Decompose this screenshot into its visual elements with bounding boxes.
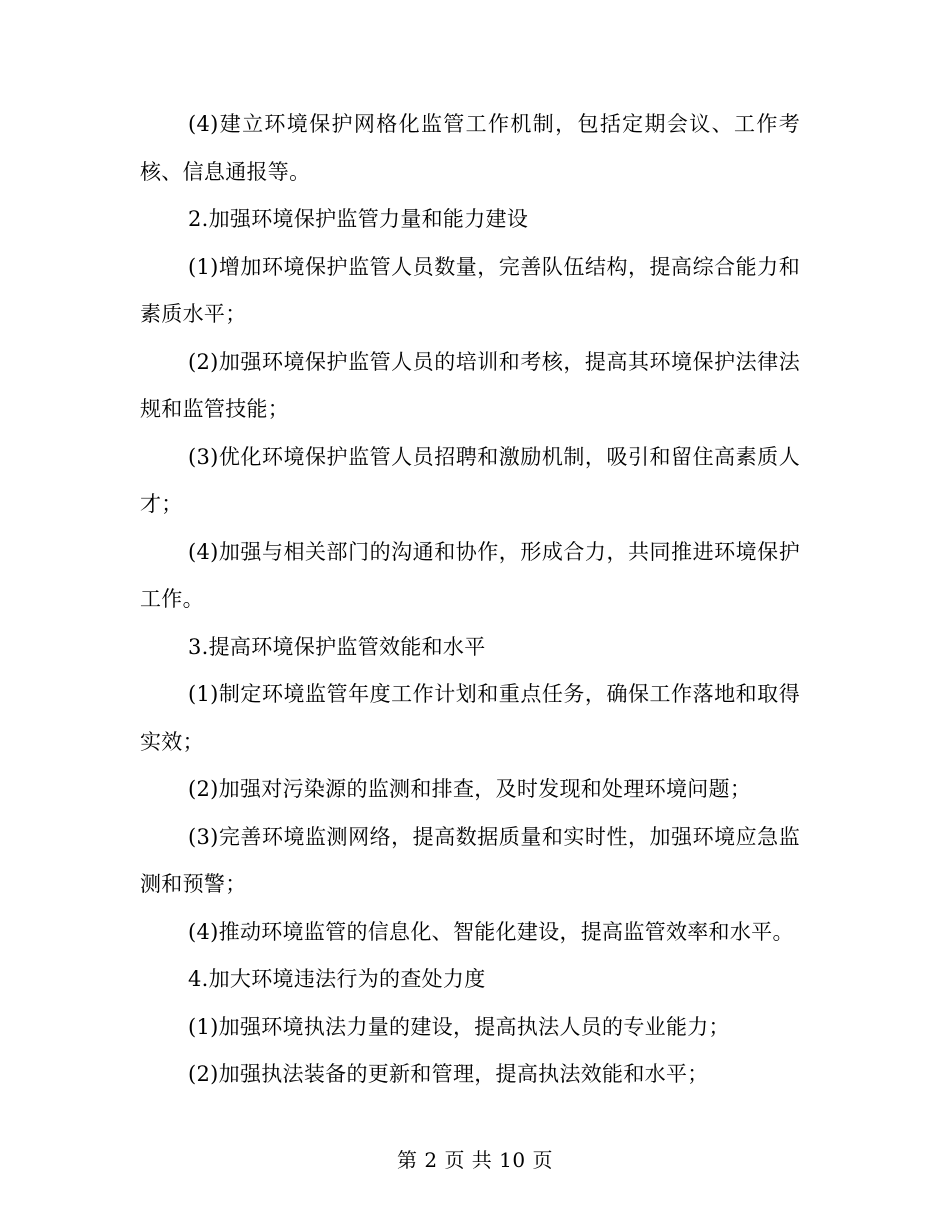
paragraph: (1)增加环境保护监管人员数量，完善队伍结构，提高综合能力和素质水平； — [140, 254, 800, 326]
paragraph: (3)完善环境监测网络，提高数据质量和实时性，加强环境应急监测和预警； — [140, 824, 800, 896]
paragraph: (1)加强环境执法力量的建设，提高执法人员的专业能力； — [188, 1014, 730, 1039]
paragraph: (1)制定环境监管年度工作计划和重点任务，确保工作落地和取得实效； — [140, 682, 800, 754]
paragraph: (4)建立环境保护网格化监管工作机制，包括定期会议、工作考核、信息通报等。 — [140, 112, 800, 184]
paragraph: (4)加强与相关部门的沟通和协作，形成合力，共同推进环境保护工作。 — [140, 539, 800, 611]
document-body — [140, 101, 800, 1099]
paragraph: (3)优化环境保护监管人员招聘和激励机制，吸引和留住高素质人才； — [140, 444, 800, 516]
section-heading: 3.提高环境保护监管效能和水平 — [188, 634, 486, 659]
paragraph: (2)加强环境保护监管人员的培训和考核，提高其环境保护法律法规和监管技能； — [140, 349, 800, 421]
section-heading: 2.加强环境保护监管力量和能力建设 — [188, 207, 529, 231]
paragraph: (2)加强对污染源的监测和排查，及时发现和处理环境问题； — [188, 777, 752, 801]
page-number-footer: 第 2 页 共 10 页 — [397, 1148, 553, 1172]
paragraph: (2)加强执法装备的更新和管理，提高执法效能和水平； — [188, 1062, 709, 1086]
paragraph: (4)推动环境监管的信息化、智能化建设，提高监管效率和水平。 — [188, 919, 794, 944]
section-heading: 4.加大环境违法行为的查处力度 — [188, 967, 486, 991]
